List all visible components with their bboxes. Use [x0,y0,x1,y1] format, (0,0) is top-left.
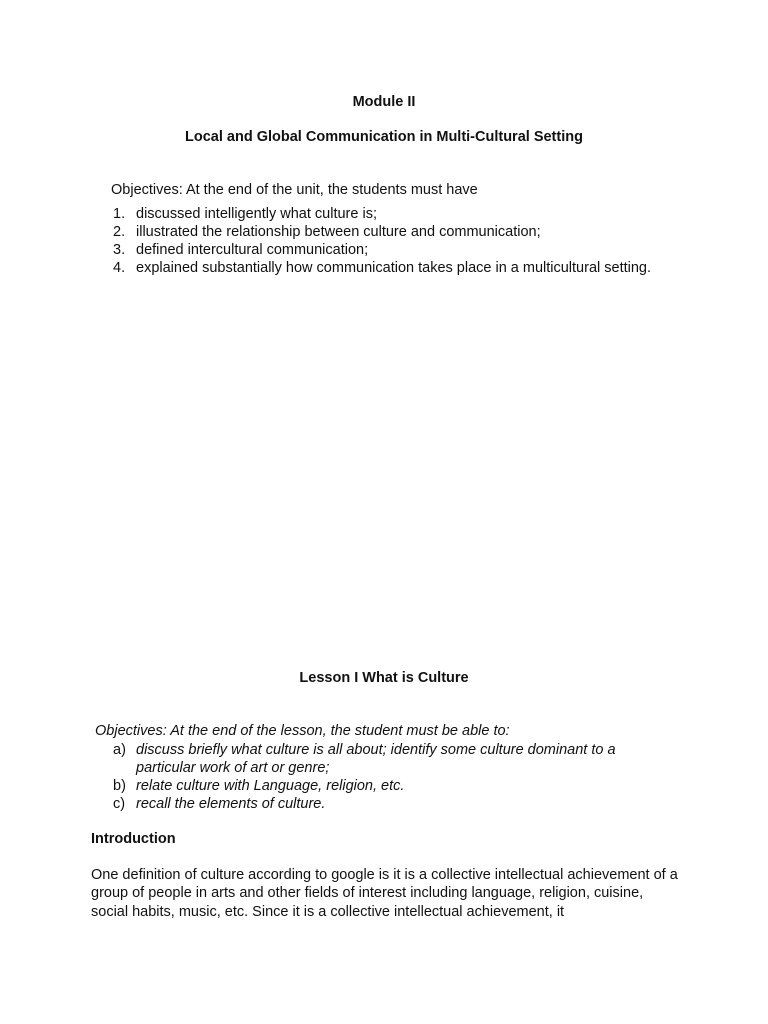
list-marker: 4. [113,260,126,276]
list-item [111,241,731,259]
unit-objectives-list [111,205,731,277]
module-title: Module II [352,94,416,110]
module-subtitle: Local and Global Communication in Multi-Cultural Setting [185,129,583,145]
list-marker: 3. [113,242,126,258]
list-item [111,795,671,813]
lesson-objectives-intro: Objectives: At the end of the lesson, the student must be able to: [95,723,510,739]
list-item-text: discuss briefly what culture is all about; identify some culture dominant to a particular work of art or genre; [136,742,616,776]
list-marker: b) [113,778,126,794]
unit-objectives-intro: Objectives: At the end of the unit, the students must have [111,182,478,198]
list-item-text: discussed intelligently what culture is; [136,206,377,222]
introduction-paragraph: One definition of culture according to google is it is a collective intellectual achievement of a group of people in arts and other fields of interest including language, religion, cuisine, social habits, music, etc. Since it is a collective intellectual achievement, it [91,867,678,920]
list-marker: c) [113,796,126,812]
list-item [111,259,731,277]
list-item-text: recall the elements of culture. [136,796,326,812]
list-item [111,777,671,795]
list-marker: 2. [113,224,126,240]
list-item [111,741,671,777]
list-item-text: relate culture with Language, religion, etc. [136,778,405,794]
list-item-text: defined intercultural communication; [136,242,369,258]
list-marker: 1. [113,206,126,222]
list-item-text: explained substantially how communication takes place in a multicultural setting. [136,260,652,276]
list-item-text: illustrated the relationship between culture and communication; [136,224,541,240]
lesson-objectives-list [111,741,671,813]
list-item [111,205,731,223]
list-item [111,223,731,241]
lesson-title: Lesson I What is Culture [299,670,469,686]
list-marker: a) [113,742,126,758]
introduction-heading: Introduction [91,831,176,847]
